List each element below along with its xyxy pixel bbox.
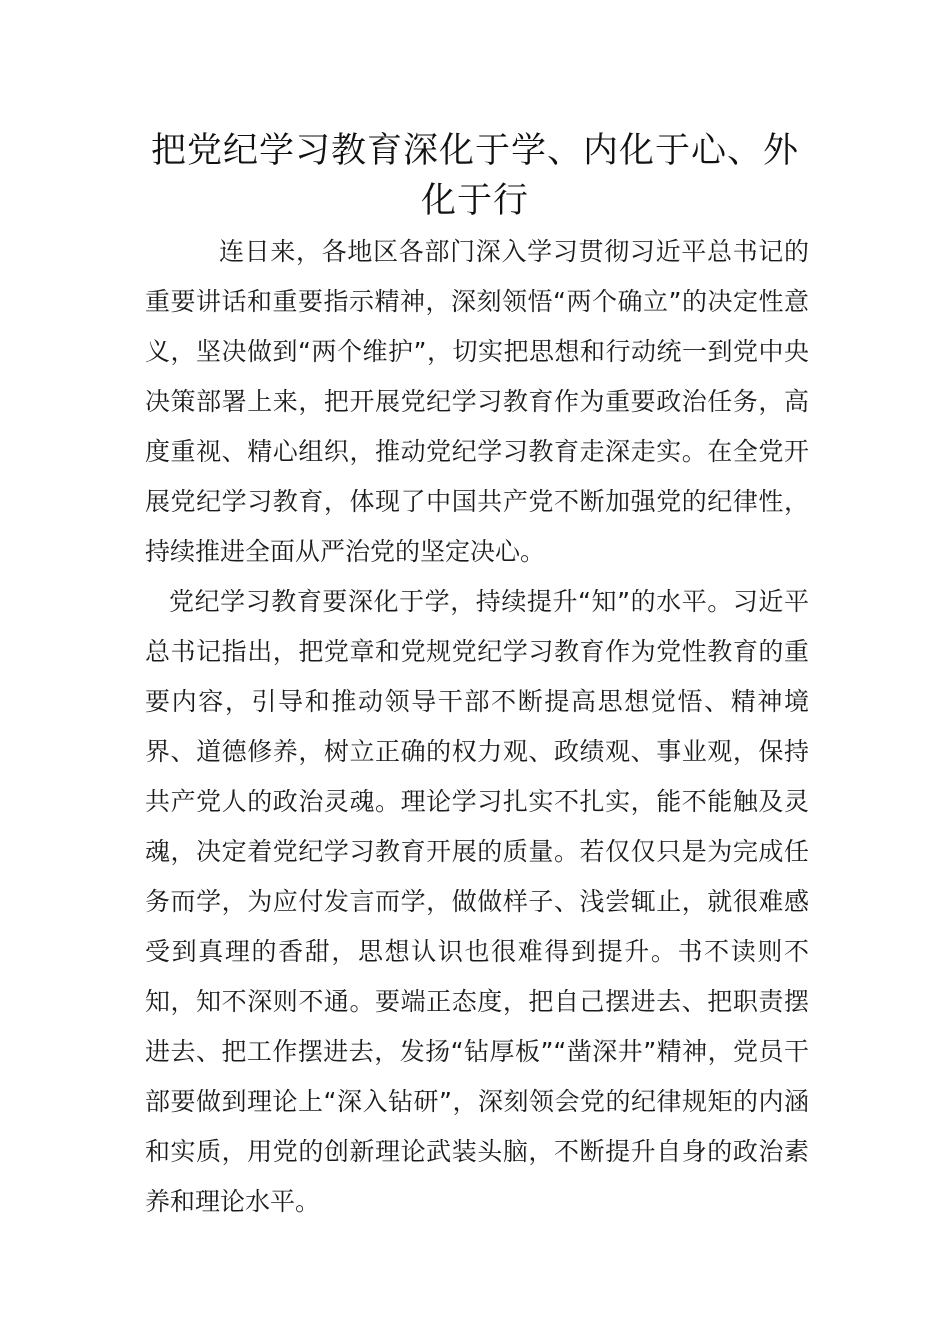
document-body (145, 227, 809, 1227)
paragraph-1: 连日来，各地区各部门深入学习贯彻习近平总书记的重要讲话和重要指示精神，深刻领悟“两个确立”的决定性意义，坚决做到“两个维护”，切实把思想和行动统一到党中央决策部署上来，把开展党纪学习教育作为重要政治任务，高度重视、精心组织，推动党纪学习教育走深走实。在全党开展党纪学习教育，体现了中国共产党不断加强党的纪律性，持续推进全面从严治党的坚定决心。 (145, 237, 809, 566)
document-title: 把党纪学习教育深化于学、内化于心、外化于行 (150, 131, 799, 221)
paragraph-2: 党纪学习教育要深化于学，持续提升“知”的水平。习近平总书记指出，把党章和党规党纪学习教育作为党性教育的重要内容，引导和推动领导干部不断提高思想觉悟、精神境界、道德修养，树立正确的权力观、政绩观、事业观，保持共产党人的政治灵魂。理论学习扎实不扎实，能不能触及灵魂，决定着党纪学习教育开展的质量。若仅仅只是为完成任务而学，为应付发言而学，做做样子、浅尝辄止，就很难感受到真理的香甜，思想认识也很难得到提升。书不读则不知，知不深则不通。要端正态度，把自己摆进去、把职责摆进去、把工作摆进去，发扬“钻厚板”“凿深井”精神，党员干部要做到理论上“深入钻研”，深刻领会党的纪律规矩的内涵和实质，用党的创新理论武装头脑，不断提升自身的政治素养和理论水平。 (145, 587, 809, 1216)
